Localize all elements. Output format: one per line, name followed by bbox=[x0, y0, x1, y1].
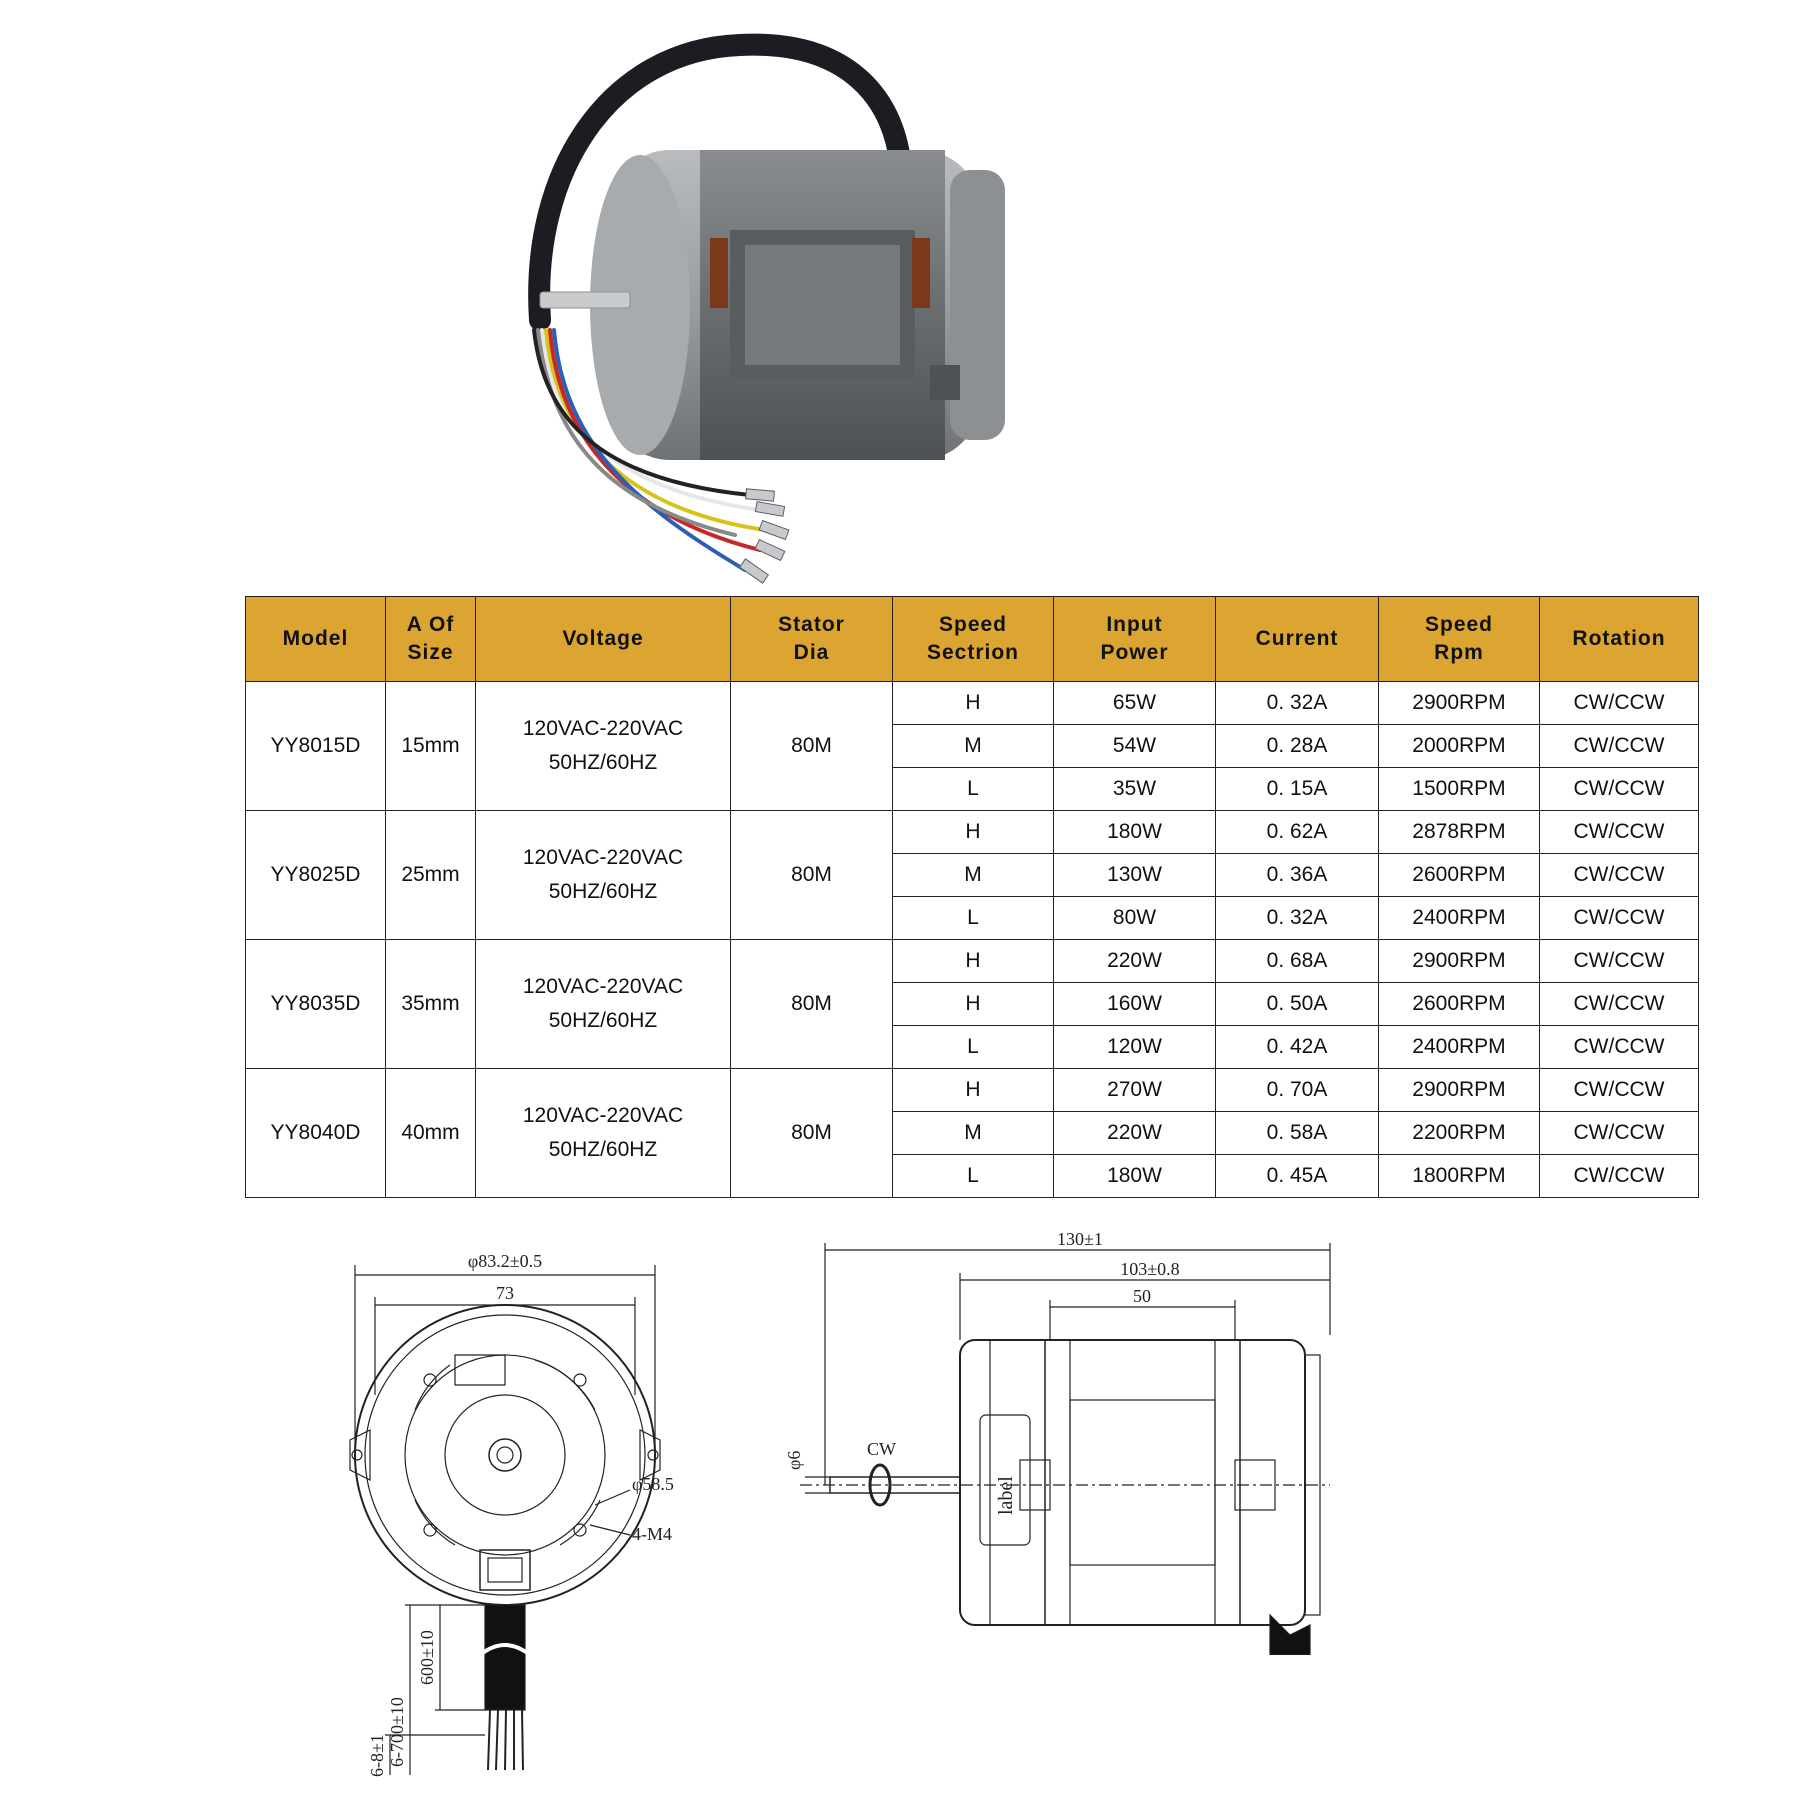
current-cell: 0. 28A bbox=[1216, 725, 1379, 768]
speed-cell: L bbox=[893, 768, 1054, 811]
power-cell: 220W bbox=[1054, 1112, 1216, 1155]
voltage-cell: 120VAC-220VAC 50HZ/60HZ bbox=[476, 940, 731, 1069]
rpm-cell: 2400RPM bbox=[1379, 897, 1540, 940]
motor-shaft bbox=[540, 292, 630, 308]
speed-cell: H bbox=[893, 940, 1054, 983]
power-cell: 160W bbox=[1054, 983, 1216, 1026]
table-row bbox=[246, 682, 1699, 725]
speed-cell: M bbox=[893, 854, 1054, 897]
dim-screws: 4-M4 bbox=[632, 1524, 672, 1544]
rotation-label: CW bbox=[867, 1439, 896, 1459]
current-cell: 0. 45A bbox=[1216, 1155, 1379, 1198]
table-header-row bbox=[246, 597, 1699, 682]
table-row bbox=[246, 811, 1699, 854]
current-cell: 0. 15A bbox=[1216, 768, 1379, 811]
col-header-model: Model bbox=[246, 597, 386, 682]
current-cell: 0. 32A bbox=[1216, 682, 1379, 725]
col-header-size: A Of Size bbox=[386, 597, 476, 682]
model-cell: YY8035D bbox=[246, 940, 386, 1069]
size-cell: 15mm bbox=[386, 682, 476, 811]
rpm-cell: 2200RPM bbox=[1379, 1112, 1540, 1155]
power-cell: 35W bbox=[1054, 768, 1216, 811]
size-cell: 35mm bbox=[386, 940, 476, 1069]
speed-cell: H bbox=[893, 811, 1054, 854]
col-header-voltage: Voltage bbox=[476, 597, 731, 682]
current-cell: 0. 62A bbox=[1216, 811, 1379, 854]
dim-body-len: 103±0.8 bbox=[1120, 1259, 1180, 1279]
rotation-cell: CW/CCW bbox=[1540, 1112, 1699, 1155]
cable-section bbox=[485, 1605, 525, 1710]
dim-shaft-dia: φ6 bbox=[784, 1450, 804, 1470]
dim-bolt-span: 73 bbox=[496, 1283, 514, 1303]
current-cell: 0. 68A bbox=[1216, 940, 1379, 983]
rpm-cell: 2900RPM bbox=[1379, 1069, 1540, 1112]
model-cell: YY8015D bbox=[246, 682, 386, 811]
rpm-cell: 2600RPM bbox=[1379, 854, 1540, 897]
voltage-cell: 120VAC-220VAC 50HZ/60HZ bbox=[476, 811, 731, 940]
rotation-cell: CW/CCW bbox=[1540, 1069, 1699, 1112]
dim-cable-len: 600±10 bbox=[417, 1630, 437, 1685]
power-cell: 65W bbox=[1054, 682, 1216, 725]
rpm-cell: 2400RPM bbox=[1379, 1026, 1540, 1069]
speed-cell: H bbox=[893, 682, 1054, 725]
spec-table bbox=[245, 596, 1699, 1198]
rotation-cell: CW/CCW bbox=[1540, 854, 1699, 897]
rotation-cell: CW/CCW bbox=[1540, 725, 1699, 768]
terminal-connectors bbox=[740, 489, 789, 583]
current-cell: 0. 70A bbox=[1216, 1069, 1379, 1112]
model-cell: YY8025D bbox=[246, 811, 386, 940]
side-view-drawing bbox=[770, 1215, 1370, 1655]
speed-cell: M bbox=[893, 725, 1054, 768]
rpm-cell: 1800RPM bbox=[1379, 1155, 1540, 1198]
current-cell: 0. 32A bbox=[1216, 897, 1379, 940]
rpm-cell: 2600RPM bbox=[1379, 983, 1540, 1026]
current-cell: 0. 42A bbox=[1216, 1026, 1379, 1069]
power-cell: 180W bbox=[1054, 1155, 1216, 1198]
rotation-cell: CW/CCW bbox=[1540, 983, 1699, 1026]
speed-cell: M bbox=[893, 1112, 1054, 1155]
rotation-cell: CW/CCW bbox=[1540, 1026, 1699, 1069]
power-cell: 180W bbox=[1054, 811, 1216, 854]
rotation-cell: CW/CCW bbox=[1540, 768, 1699, 811]
voltage-cell: 120VAC-220VAC 50HZ/60HZ bbox=[476, 1069, 731, 1198]
rotation-cell: CW/CCW bbox=[1540, 811, 1699, 854]
current-cell: 0. 36A bbox=[1216, 854, 1379, 897]
power-cell: 54W bbox=[1054, 725, 1216, 768]
power-cell: 270W bbox=[1054, 1069, 1216, 1112]
dim-overall-len: 130±1 bbox=[1057, 1229, 1103, 1249]
stator-cell: 80M bbox=[731, 682, 893, 811]
table-row bbox=[246, 940, 1699, 983]
rpm-cell: 2000RPM bbox=[1379, 725, 1540, 768]
cable-exit bbox=[1270, 1615, 1310, 1655]
core-outline bbox=[1045, 1340, 1240, 1625]
rpm-cell: 1500RPM bbox=[1379, 768, 1540, 811]
speed-cell: L bbox=[893, 1155, 1054, 1198]
current-cell: 0. 50A bbox=[1216, 983, 1379, 1026]
voltage-cell: 120VAC-220VAC 50HZ/60HZ bbox=[476, 682, 731, 811]
power-cell: 120W bbox=[1054, 1026, 1216, 1069]
power-cell: 130W bbox=[1054, 854, 1216, 897]
stator-cell: 80M bbox=[731, 940, 893, 1069]
model-cell: YY8040D bbox=[246, 1069, 386, 1198]
speed-cell: H bbox=[893, 1069, 1054, 1112]
rpm-cell: 2900RPM bbox=[1379, 682, 1540, 725]
speed-cell: L bbox=[893, 897, 1054, 940]
col-header-current: Current bbox=[1216, 597, 1379, 682]
label-text: label bbox=[995, 1476, 1017, 1515]
dim-inner-dia: φ58.5 bbox=[632, 1474, 674, 1494]
speed-cell: L bbox=[893, 1026, 1054, 1069]
motor-outline bbox=[355, 1305, 655, 1605]
col-header-rotation: Rotation bbox=[1540, 597, 1699, 682]
dim-outer-dia: φ83.2±0.5 bbox=[467, 1251, 543, 1271]
dim-core-len: 50 bbox=[1133, 1286, 1151, 1306]
size-cell: 25mm bbox=[386, 811, 476, 940]
rotation-cell: CW/CCW bbox=[1540, 897, 1699, 940]
table-row bbox=[246, 1069, 1699, 1112]
col-header-input-power: Input Power bbox=[1054, 597, 1216, 682]
col-header-speed-section: Speed Sectrion bbox=[893, 597, 1054, 682]
stator-cell: 80M bbox=[731, 1069, 893, 1198]
rpm-cell: 2878RPM bbox=[1379, 811, 1540, 854]
col-header-stator-dia: Stator Dia bbox=[731, 597, 893, 682]
size-cell: 40mm bbox=[386, 1069, 476, 1198]
power-cell: 80W bbox=[1054, 897, 1216, 940]
dim-lead-len: 6-700±10 bbox=[387, 1697, 407, 1767]
speed-cell: H bbox=[893, 983, 1054, 1026]
col-header-speed-rpm: Speed Rpm bbox=[1379, 597, 1540, 682]
rotation-cell: CW/CCW bbox=[1540, 682, 1699, 725]
rotation-cell: CW/CCW bbox=[1540, 940, 1699, 983]
rotation-cell: CW/CCW bbox=[1540, 1155, 1699, 1198]
shaft-hole bbox=[489, 1439, 521, 1471]
motor-photo bbox=[460, 10, 1220, 590]
power-cell: 220W bbox=[1054, 940, 1216, 983]
current-cell: 0. 58A bbox=[1216, 1112, 1379, 1155]
bolt-hole bbox=[424, 1524, 436, 1536]
stator-cell: 80M bbox=[731, 811, 893, 940]
front-view-drawing bbox=[330, 1215, 750, 1790]
dim-strip-len: 6-8±1 bbox=[367, 1734, 387, 1777]
rpm-cell: 2900RPM bbox=[1379, 940, 1540, 983]
